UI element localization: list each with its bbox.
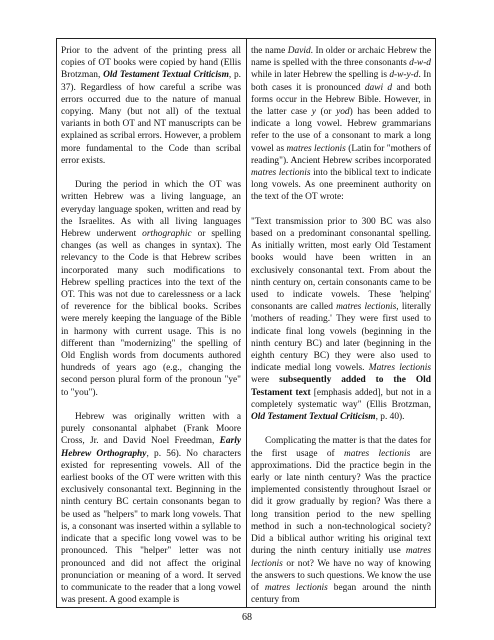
italic-term: matres lectionis: [251, 168, 311, 179]
italic-term: David: [287, 46, 311, 56]
text: (Latin for "mothers of reading"). Ancient Hebrew scribes incorporated: [251, 143, 432, 166]
italic-term: matres lectionis: [251, 546, 432, 569]
text: while in later Hebrew the spelling is: [251, 70, 387, 81]
text: began around the ninth century from: [251, 582, 431, 606]
text: into the biblical text to indicate long vowels. As one preeminent authority on the text of the OT wrote:: [251, 168, 432, 203]
text: the name: [251, 46, 286, 56]
text-frame: [56, 38, 436, 608]
emphasized-text: subsequently added to the Old Testament text: [251, 375, 431, 398]
left-column: [61, 45, 241, 608]
paragraph: [251, 435, 431, 606]
text: (or: [320, 107, 332, 118]
text: were: [251, 375, 270, 386]
italic-term: y: [311, 107, 316, 118]
book-title: Early Hebrew Orthography: [61, 436, 241, 459]
italic-term: matres lectionis: [343, 448, 411, 459]
text: Complicating the matter is that the dates for the first usage of: [251, 436, 431, 459]
paragraph: [251, 45, 431, 204]
italic-term: matres lectionis: [336, 302, 397, 313]
text: and both forms occur in the Hebrew Bible. However, in the latter case: [251, 82, 432, 118]
block-quote: [251, 216, 431, 423]
italic-term: d-w-d: [409, 58, 431, 69]
italic-term: matres lectionis: [264, 582, 328, 593]
book-title: Old Testament Textual Criticism: [251, 412, 376, 423]
right-column: [251, 45, 431, 608]
paragraph: [61, 179, 241, 399]
text: "Text transmission prior to 300 BC was also based on a predominant consonantal spelling. As initially written, most early Old Testament books would have been written in an exclusively consonantal text. From about the ninth century on, certain consonants came to be used to indicate vowels. These 'helping' consonants are called: [251, 216, 431, 313]
text: . In both cases it is pronounced: [251, 70, 432, 93]
text: ) has been added to indicate a long vowel. Hebrew grammarians refer to the use of a consonant to mark a long vowel as: [251, 107, 432, 154]
italic-term: matres lectionis: [286, 143, 346, 154]
italic-term: Matres lectionis: [368, 363, 431, 374]
text: Hebrew was originally written with a purely consonantal alphabet (Frank Moore Cross, Jr. and David Noel Freedman,: [61, 412, 241, 447]
page-number: 68: [242, 612, 252, 623]
text: Prior to the advent of the printing press all copies of OT books were copied by hand (Ellis Brotzman,: [61, 46, 241, 81]
paragraph: [61, 45, 241, 167]
italic-term: dawi d: [364, 82, 393, 93]
text: , p. 37). Regardless of how careful a scribe was errors occurred due to the nature of manual copying. Many (but not all) of the textual variants in both OT and NT manuscripts can be explained as scribal errors. However, a problem more fundamental to the Code than scribal error exists.: [61, 70, 241, 166]
text: [emphasis added], but not in a completely systematic way" (Ellis Brotzman,: [251, 387, 431, 410]
paragraph: [61, 411, 241, 606]
book-title: Old Testament Textual Criticism: [103, 70, 229, 81]
text: , p. 56). No characters existed for representing vowels. All of the earliest books of the OT were written with this exclusively consonantal text. Beginning in the ninth century BC certain consonants began to be used as "helpers" to mark long vowels. That is, a consonant was inserted within a syllable to indicate that a specific long vowel was to be pronounced. This "helper" letter was not pronounced and did not affect the original pronunciation or meaning of a word. It served to communicate to the reader that a long vowel was present. A good example is: [61, 448, 241, 606]
italic-term: orthographic: [142, 229, 192, 240]
text: . In older or archaic Hebrew the name is spelled with the three consonants: [251, 46, 431, 69]
text: , p. 40).: [375, 412, 405, 423]
text: are approximations. Did the practice begin in the early or late ninth century? Was the practice implemented consistently throughout Israel or did it grow gradually by region? Was there a long transition period to the new spelling method in such a non-technological society? Did a biblical author writing his original text during the ninth century initially use: [251, 448, 432, 557]
italic-term: yod: [336, 107, 350, 118]
italic-term: d-w-y-d: [389, 70, 419, 81]
text: or spelling changes (as well as changes in syntax). The relevancy to the Code is that Hebrew scribes incorporated many such modifications to Hebrew spelling practices into the text of the OT. This was not due to carelessness or a lack of reverence for the biblical books. Scribes were merely keeping the language of the Bible in harmony with current usage. This is no different than "modernizing" the spelling of Old English words from documents authored hundreds of years ago (e.g., changing the second person plural form of the pronoun "ye" to "you").: [61, 229, 242, 398]
text: or not? We have no way of knowing the answers to such questions. We know the use of: [251, 558, 431, 593]
text: During the period in which the OT was written Hebrew was a living language, an everyday language spoken, written and read by the Israelites. As with all living languages Hebrew underwent: [61, 180, 241, 240]
text: , literally 'mothers of reading.' They were first used to indicate final long vowels (beginning in the ninth century BC) and later (beginning in the eighth century BC) they were also used to indicate medial long vowels.: [251, 302, 432, 374]
column-divider: [246, 39, 247, 607]
